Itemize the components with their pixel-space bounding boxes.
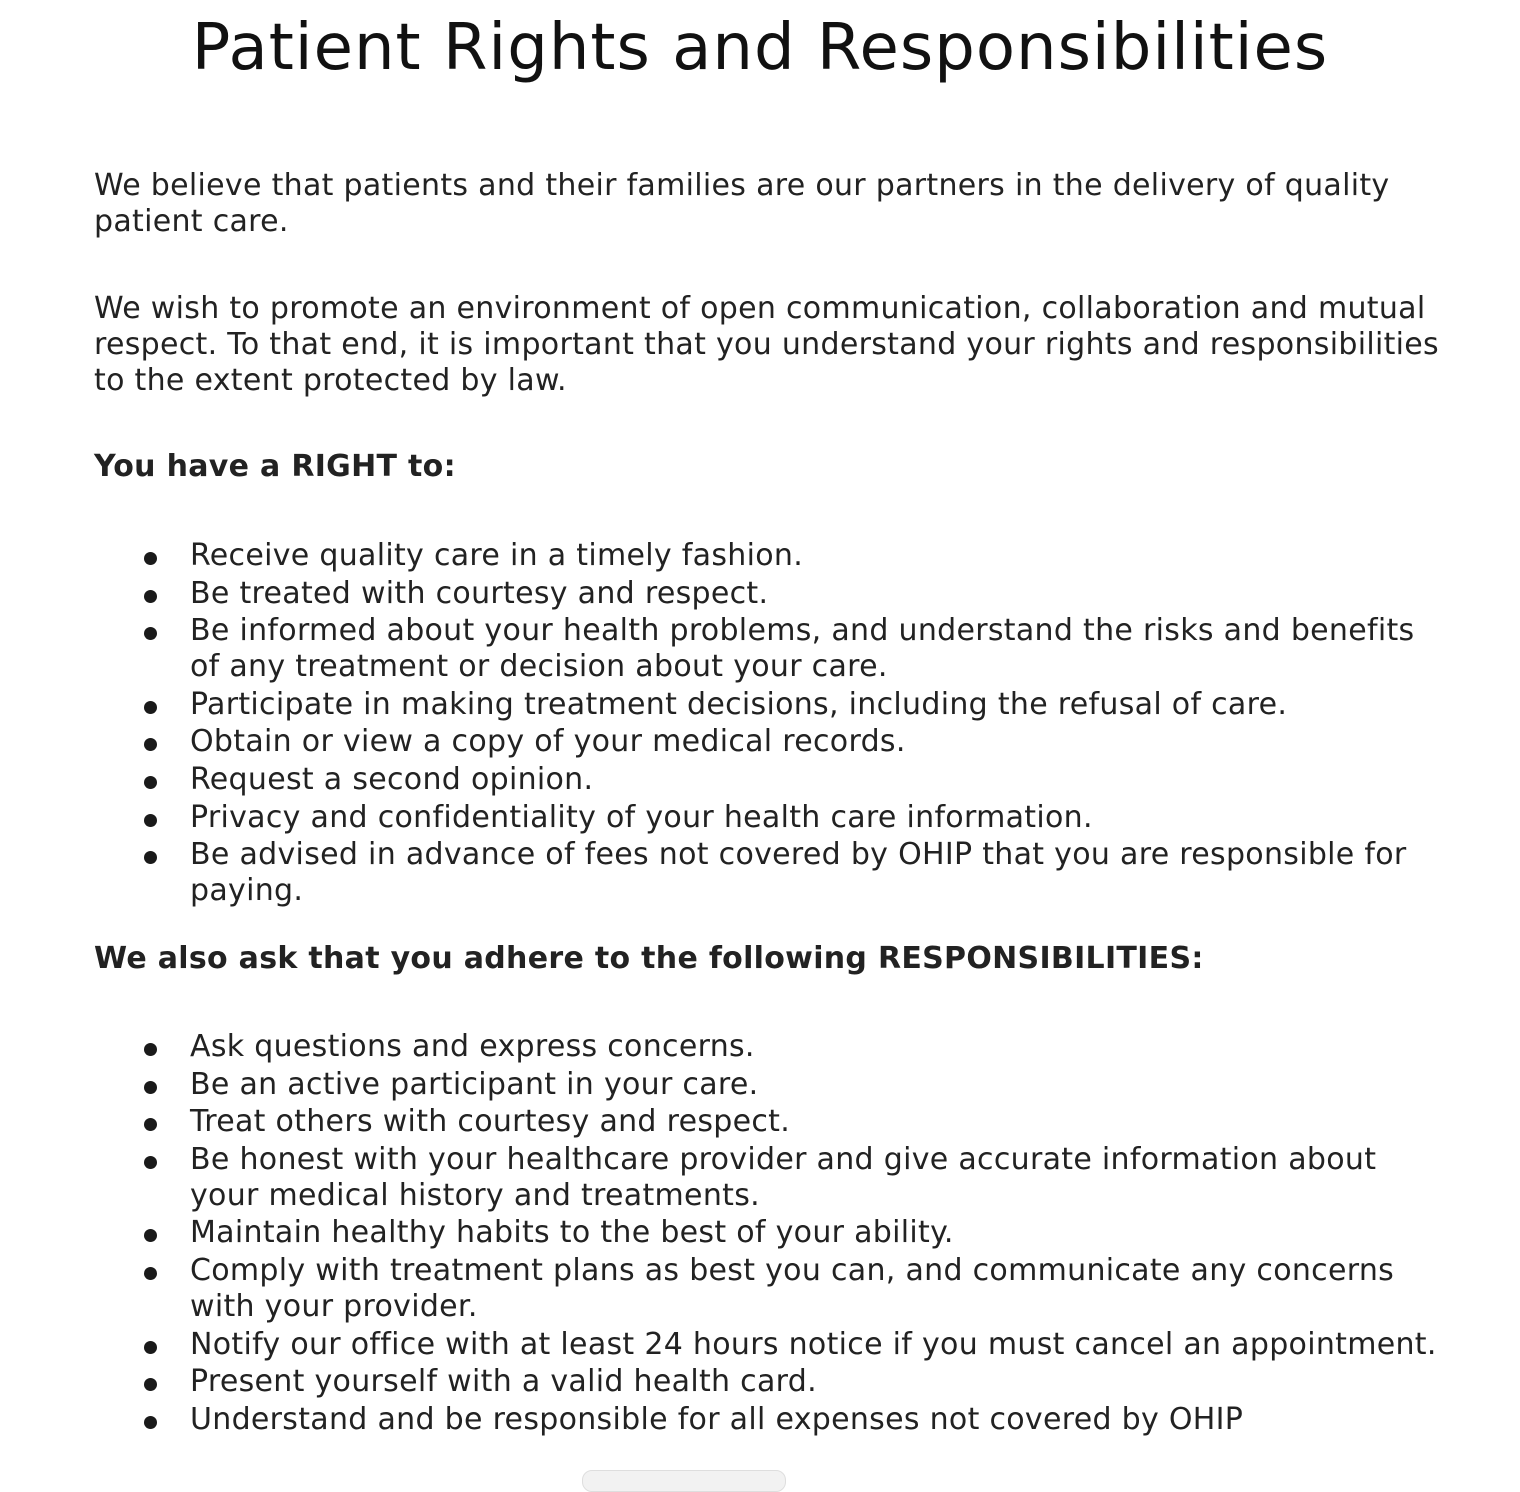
- list-item: [140, 687, 1450, 723]
- list-item: [140, 1067, 1450, 1103]
- list-item: [140, 1029, 1450, 1065]
- rights-heading: You have a RIGHT to:: [94, 449, 456, 484]
- list-item-text: Comply with treatment plans as best you can, and communicate any concerns with your provider.: [190, 1252, 1395, 1324]
- bullet-icon: [144, 701, 157, 714]
- list-item-text: Participate in making treatment decisions, including the refusal of care.: [190, 686, 1288, 722]
- list-item: [140, 837, 1450, 909]
- bullet-icon: [144, 552, 157, 565]
- list-item-text: Present yourself with a valid health card.: [190, 1364, 817, 1400]
- list-item-text: Privacy and confidentiality of your health care information.: [190, 799, 1093, 835]
- list-item: [140, 1402, 1450, 1438]
- bullet-icon: [144, 627, 157, 640]
- list-item-text: Be honest with your healthcare provider and give accurate information about your medical history and treatments.: [190, 1141, 1377, 1213]
- list-item: [140, 724, 1450, 760]
- responsibilities-list: [140, 1029, 1450, 1439]
- bullet-icon: [144, 1378, 157, 1391]
- list-item-text: Be informed about your health problems, and understand the risks and benefits of any treatment or decision about your care.: [190, 613, 1415, 685]
- responsibilities-heading: We also ask that you adhere to the following RESPONSIBILITIES:: [94, 941, 1204, 976]
- list-item: [140, 1142, 1450, 1214]
- list-item: [140, 762, 1450, 798]
- bullet-icon: [144, 1043, 157, 1056]
- bullet-icon: [144, 1118, 157, 1131]
- list-item: [140, 800, 1450, 836]
- list-item: [140, 1364, 1450, 1400]
- list-item-text: Be an active participant in your care.: [190, 1066, 759, 1102]
- list-item-text: Understand and be responsible for all expenses not covered by OHIP: [190, 1401, 1244, 1437]
- scroll-indicator[interactable]: [582, 1470, 786, 1492]
- page-title: Patient Rights and Responsibilities: [191, 11, 1329, 85]
- list-item: [140, 1215, 1450, 1251]
- list-item-text: Receive quality care in a timely fashion.: [190, 538, 804, 573]
- rights-list: [140, 538, 1450, 911]
- list-item-text: Maintain healthy habits to the best of your ability.: [190, 1215, 954, 1251]
- bullet-icon: [144, 1267, 157, 1280]
- bullet-icon: [144, 738, 157, 751]
- list-item-text: Notify our office with at least 24 hours notice if you must cancel an appointment.: [190, 1326, 1437, 1362]
- bullet-icon: [144, 1341, 157, 1354]
- list-item: [140, 1104, 1450, 1140]
- bullet-icon: [144, 1156, 157, 1169]
- list-item: [140, 1327, 1450, 1363]
- list-item-text: Ask questions and express concerns.: [190, 1029, 755, 1064]
- list-item: [140, 576, 1450, 612]
- bullet-icon: [144, 776, 157, 789]
- list-item: [140, 538, 1450, 574]
- list-item-text: Treat others with courtesy and respect.: [190, 1104, 791, 1140]
- list-item-text: Be advised in advance of fees not covered by OHIP that you are responsible for paying.: [190, 837, 1407, 909]
- list-item-text: Request a second opinion.: [190, 761, 594, 797]
- bullet-icon: [144, 1081, 157, 1094]
- list-item-text: Obtain or view a copy of your medical records.: [190, 724, 906, 760]
- list-item-text: Be treated with courtesy and respect.: [190, 575, 769, 611]
- bullet-icon: [144, 1416, 157, 1429]
- intro-paragraph-partners: We believe that patients and their families are our partners in the delivery of quality patient care.: [94, 168, 1390, 239]
- list-item: [140, 613, 1450, 685]
- bullet-icon: [144, 814, 157, 827]
- bullet-icon: [144, 851, 157, 864]
- intro-paragraph-communication: We wish to promote an environment of open communication, collaboration and mutual respect. To that end, it is important that you understand your rights and responsibilities to the extent protected by law.: [94, 291, 1439, 398]
- list-item: [140, 1253, 1450, 1325]
- bullet-icon: [144, 1229, 157, 1242]
- bullet-icon: [144, 590, 157, 603]
